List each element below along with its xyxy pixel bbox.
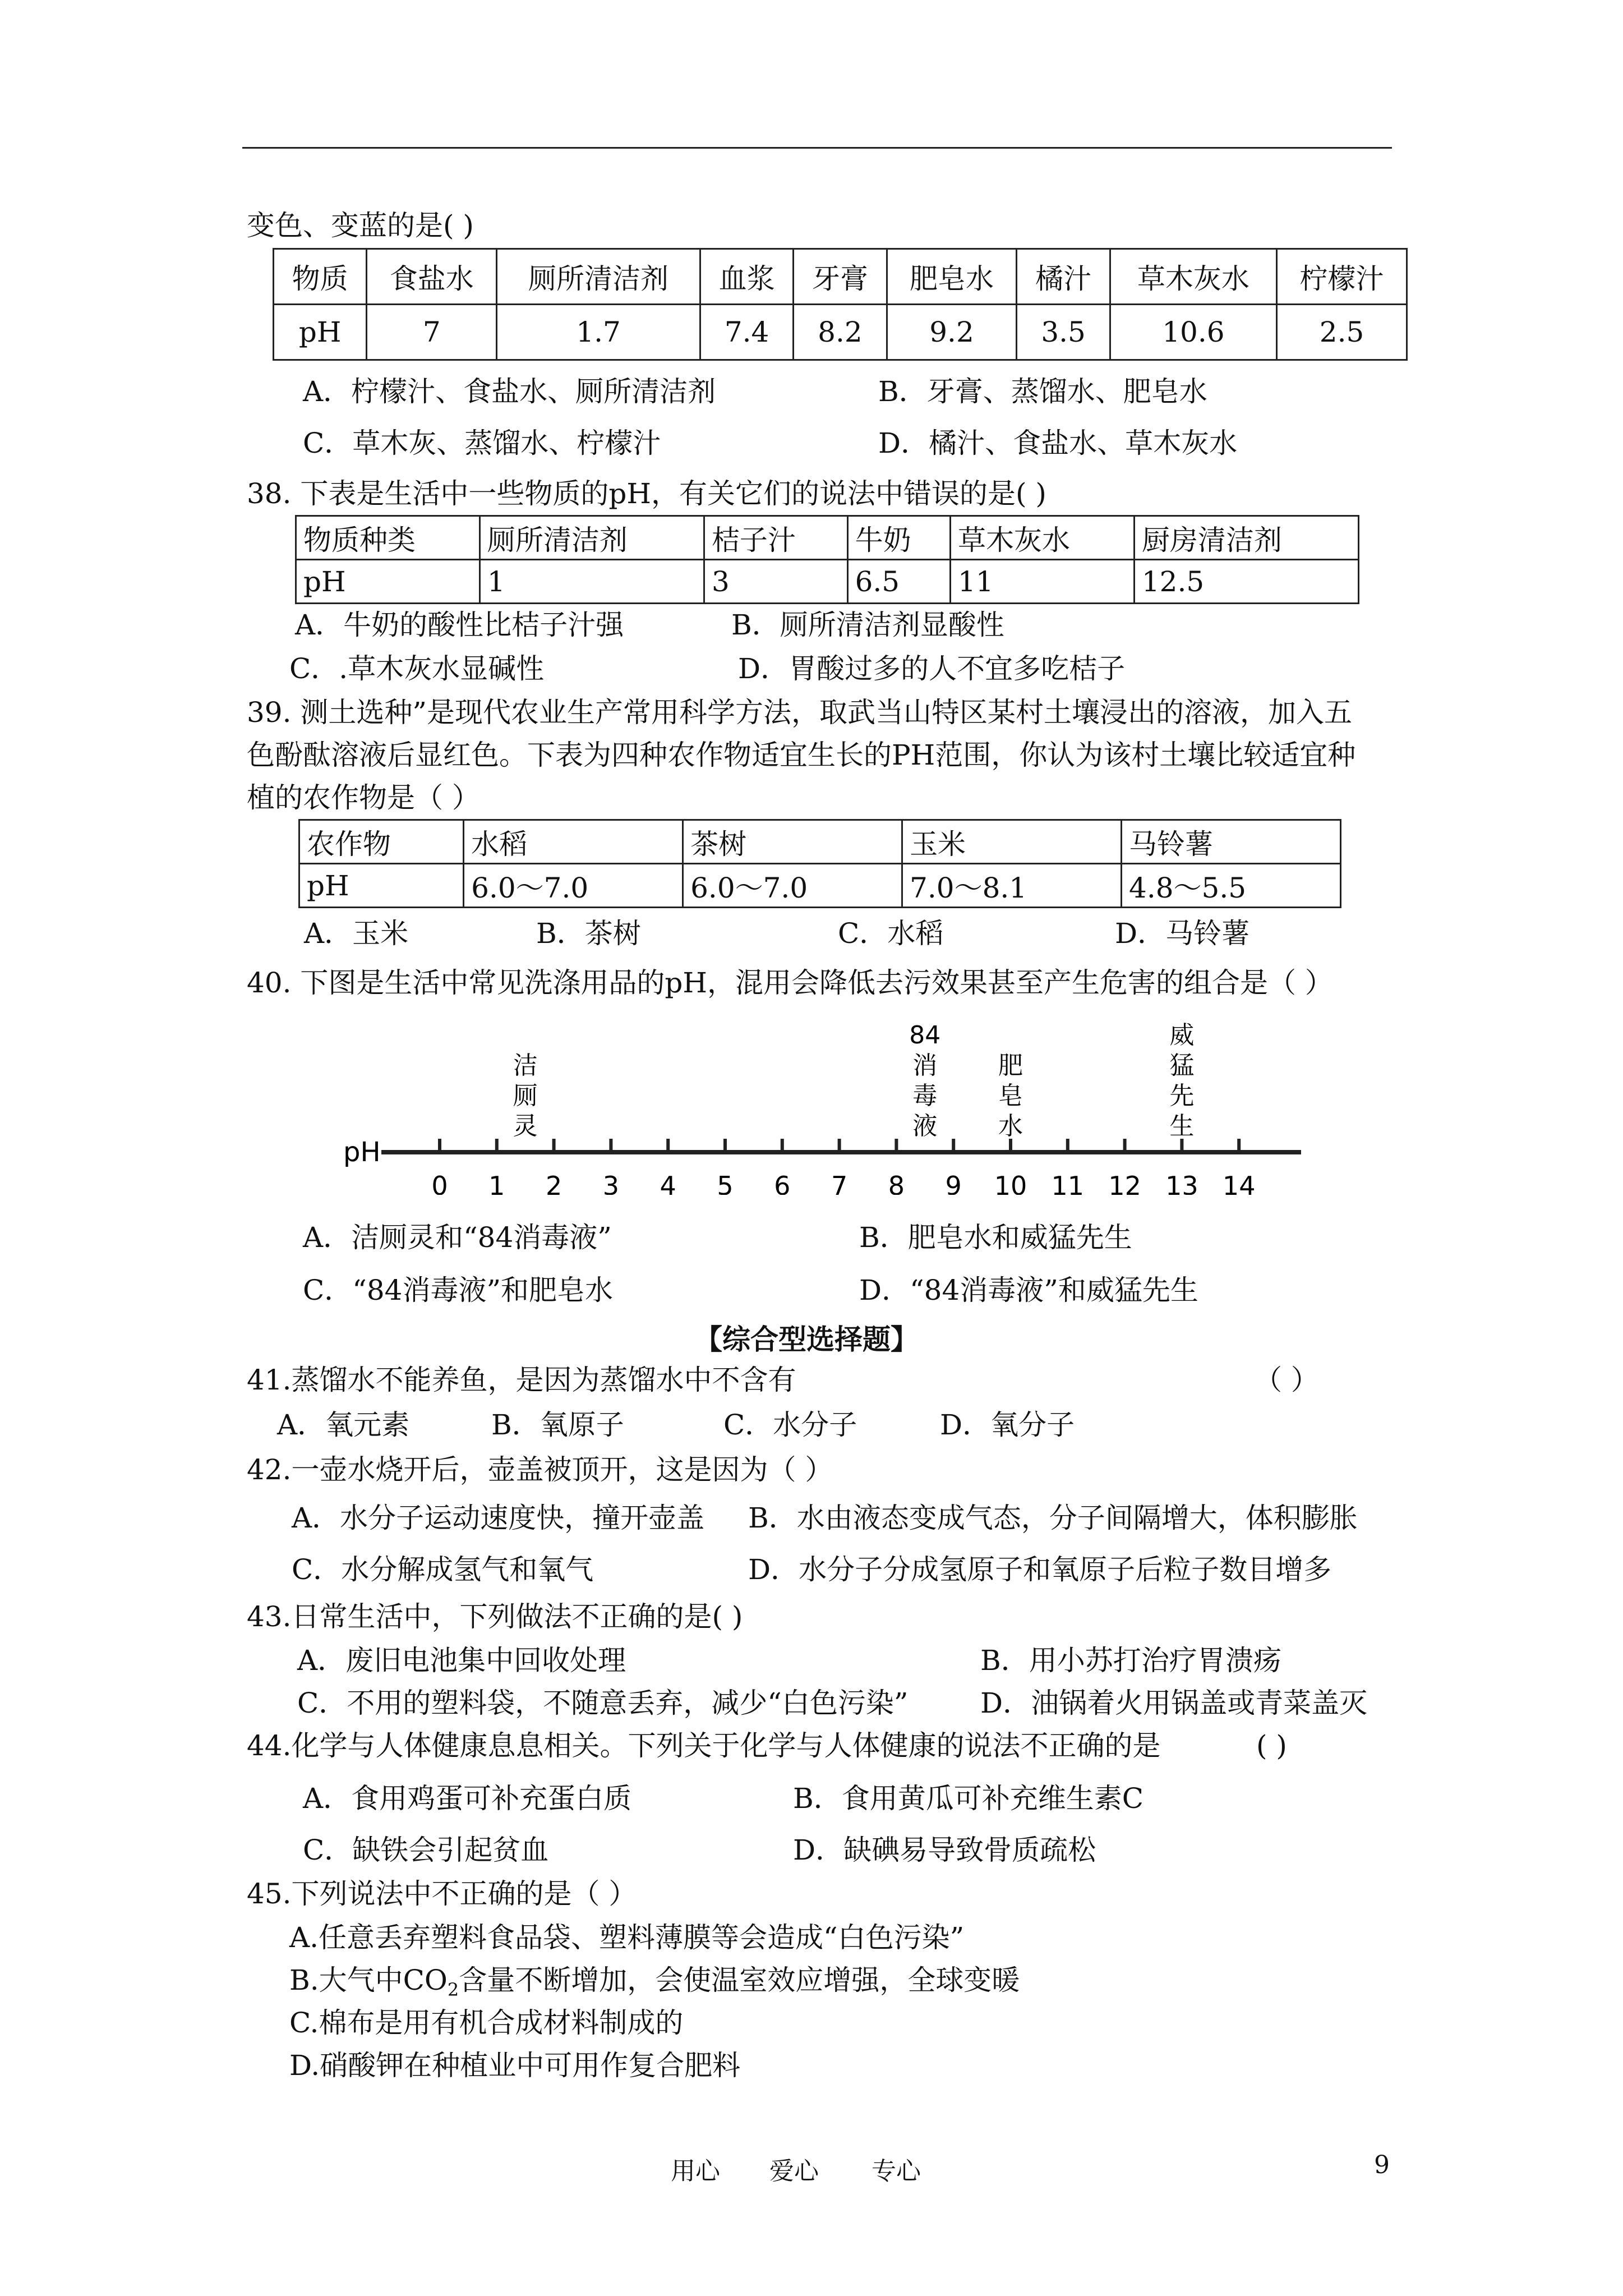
q41-option-d: D．氧分子 <box>940 1409 1075 1441</box>
footer-right: 专心 <box>872 2157 921 2185</box>
table-cell: 物质种类 <box>296 516 480 560</box>
table-cell: 9.2 <box>887 305 1017 360</box>
ph-product-label <box>998 1051 1023 1140</box>
ph-tick-label: 3 <box>602 1171 620 1195</box>
q39-option-a: A．玉米 <box>304 917 409 950</box>
table-cell: 11 <box>951 560 1135 604</box>
q45-option-d: D.硝酸钾在种植业中可用作复合肥料 <box>289 2049 741 2082</box>
table-cell: 7.0～8.1 <box>902 864 1122 908</box>
table-cell: 玉米 <box>902 820 1122 864</box>
q41-option-a: A．氧元素 <box>277 1409 410 1441</box>
q44-option-b: B．食用黄瓜可补充维生素C <box>793 1782 1144 1815</box>
ph-tick-label: 12 <box>1108 1171 1141 1195</box>
table-cell: 3.5 <box>1017 305 1110 360</box>
table-cell: 物质 <box>274 249 367 305</box>
ph-product-char: 洁 <box>513 1051 538 1080</box>
ph-product-char: 84 <box>909 1021 941 1050</box>
q39-option-c: C．水稻 <box>838 917 944 950</box>
table-cell: 1 <box>479 560 704 604</box>
table-cell: 厨房清洁剂 <box>1134 516 1358 560</box>
ph-tick-label: 8 <box>888 1171 905 1195</box>
section-title: 【综合型选择题】 <box>694 1323 919 1356</box>
table-cell: 食盐水 <box>367 249 497 305</box>
q43-option-d: D．油锅着火用锅盖或青菜盖灭 <box>980 1687 1368 1719</box>
table-cell: 肥皂水 <box>887 249 1017 305</box>
q45-option-a: A.任意丢弃塑料食品袋、塑料薄膜等会造成“白色污染” <box>289 1921 965 1954</box>
table-cell: pH <box>274 305 367 360</box>
table-cell: 3 <box>704 560 847 604</box>
q45-option-b-post: 含量不断增加，会使温室效应增强，全球变暖 <box>459 1964 1020 1996</box>
q41-option-b: B．氧原子 <box>491 1409 624 1441</box>
q40-stem: 40. 下图是生活中常见洗涤用品的pH，混用会降低去污效果甚至产生危害的组合是（ ） <box>247 967 1333 999</box>
ph-product-char: 生 <box>1169 1112 1195 1140</box>
ph-product-char: 灵 <box>513 1112 538 1140</box>
q40-option-d: D．“84消毒液”和威猛先生 <box>859 1274 1198 1306</box>
ph-tick-label: 14 <box>1222 1171 1256 1195</box>
q41-stem: 41.蒸馏水不能养鱼，是因为蒸馏水中不含有 <box>247 1364 796 1396</box>
q44-option-a: A．食用鸡蛋可补充蛋白质 <box>303 1782 632 1815</box>
q45-option-b-pre: B.大气中CO <box>289 1964 448 1996</box>
ph-product-char: 液 <box>912 1112 938 1140</box>
ph-product-char: 消 <box>912 1051 938 1080</box>
q39-option-b: B．茶树 <box>536 917 641 950</box>
table-cell: 草木灰水 <box>1110 249 1276 305</box>
ph-tick-label: 1 <box>488 1171 505 1195</box>
table-cell: 橘汁 <box>1017 249 1110 305</box>
ph-tick-label: 10 <box>994 1171 1027 1195</box>
q41-option-c: C．水分子 <box>723 1409 857 1441</box>
q39-stem-line-3: 植的农作物是（ ） <box>247 781 480 814</box>
table-cell: pH <box>296 560 480 604</box>
q39-stem-line-2: 色酚酞溶液后显红色。下表为四种农作物适宜生长的PH范围，你认为该村土壤比较适宜种 <box>247 739 1356 771</box>
table-cell: 马铃薯 <box>1122 820 1341 864</box>
q45-option-b-sub: 2 <box>447 1979 459 2000</box>
q39-option-d: D．马铃薯 <box>1115 917 1250 950</box>
table-cell: 水稻 <box>464 820 683 864</box>
q43-stem: 43.日常生活中，下列做法不正确的是( ) <box>247 1600 743 1633</box>
q37-ph-table <box>273 248 1408 361</box>
q42-option-c: C．水分解成氢气和氧气 <box>292 1553 594 1586</box>
table-cell: 厕所清洁剂 <box>497 249 700 305</box>
q40-option-b: B．肥皂水和威猛先生 <box>859 1221 1132 1254</box>
ph-tick-label: 4 <box>660 1171 676 1195</box>
ph-tick-label: 7 <box>831 1171 848 1195</box>
table-cell: 7 <box>367 305 497 360</box>
q40-option-a: A．洁厕灵和“84消毒液” <box>303 1221 612 1254</box>
q38-ph-table <box>295 515 1359 604</box>
table-cell: 6.5 <box>847 560 950 604</box>
table-cell: 桔子汁 <box>704 516 847 560</box>
q41-bracket: （ ） <box>1254 1364 1319 1396</box>
table-cell: 草木灰水 <box>951 516 1135 560</box>
ph-product-char: 毒 <box>912 1082 938 1110</box>
q38-option-c: C．.草木灰水显碱性 <box>289 652 545 685</box>
footer-left: 用心 <box>671 2157 720 2185</box>
table-cell: 1.7 <box>497 305 700 360</box>
table-row <box>274 249 1407 305</box>
q42-option-d: D．水分子分成氢原子和氧原子后粒子数目增多 <box>748 1553 1332 1586</box>
q39-crop-table <box>298 819 1341 908</box>
header-rule <box>242 147 1392 149</box>
table-row <box>299 820 1341 864</box>
ph-product-label <box>909 1021 940 1140</box>
ph-axis-label: pH <box>343 1137 381 1168</box>
ph-product-char: 先 <box>1169 1082 1195 1110</box>
table-cell: 柠檬汁 <box>1277 249 1407 305</box>
table-cell: 牛奶 <box>847 516 950 560</box>
q42-option-b: B．水由液态变成气态，分子间隔增大，体积膨胀 <box>748 1502 1358 1534</box>
ph-tick-label: 11 <box>1051 1171 1085 1195</box>
ph-scale-diagram <box>314 1004 1312 1195</box>
q37-option-d: D．橘汁、食盐水、草木灰水 <box>878 427 1238 459</box>
ph-product-label <box>513 1051 538 1140</box>
q37-stem-tail: 变色、变蓝的是( ) <box>247 209 474 242</box>
ph-product-char: 水 <box>998 1112 1023 1140</box>
q45-stem: 45.下列说法中不正确的是（ ） <box>247 1878 637 1910</box>
ph-product-char: 肥 <box>998 1051 1023 1080</box>
q44-option-c: C．缺铁会引起贫血 <box>303 1834 549 1866</box>
table-row <box>299 864 1341 908</box>
ph-tick-label: 2 <box>545 1171 562 1195</box>
ph-product-char: 皂 <box>998 1082 1023 1110</box>
q45-option-c: C.棉布是用有机合成材料制成的 <box>289 2007 684 2039</box>
q40-option-c: C．“84消毒液”和肥皂水 <box>303 1274 614 1306</box>
ph-product-label <box>1169 1021 1194 1140</box>
q38-option-b: B．厕所清洁剂显酸性 <box>731 609 1004 641</box>
table-cell: 10.6 <box>1110 305 1276 360</box>
q38-stem: 38. 下表是生活中一些物质的pH，有关它们的说法中错误的是( ) <box>247 477 1046 510</box>
table-cell: 6.0～7.0 <box>683 864 902 908</box>
table-cell: 2.5 <box>1277 305 1407 360</box>
ph-tick-label: 13 <box>1165 1171 1198 1195</box>
table-cell: 7.4 <box>700 305 793 360</box>
table-row <box>296 516 1359 560</box>
table-cell: 厕所清洁剂 <box>479 516 704 560</box>
table-cell: 8.2 <box>794 305 887 360</box>
q44-stem: 44.化学与人体健康息息相关。下列关于化学与人体健康的说法不正确的是 <box>247 1729 1161 1762</box>
table-cell: 12.5 <box>1134 560 1358 604</box>
table-cell: 4.8～5.5 <box>1122 864 1341 908</box>
q38-option-d: D．胃酸过多的人不宜多吃桔子 <box>738 652 1126 685</box>
ph-product-char: 厕 <box>513 1082 538 1110</box>
q39-stem-line-1: 39. 测土选种”是现代农业生产常用科学方法，取武当山特区某村土壤浸出的溶液，加入五 <box>247 696 1352 729</box>
q43-option-b: B．用小苏打治疗胃溃疡 <box>980 1644 1281 1677</box>
footer-mid: 爱心 <box>769 2157 819 2185</box>
q37-option-a: A．柠檬汁、食盐水、厕所清洁剂 <box>303 375 716 408</box>
table-cell: 农作物 <box>299 820 464 864</box>
q42-stem: 42.一壶水烧开后，壶盖被顶开，这是因为（ ） <box>247 1453 833 1486</box>
q38-option-a: A．牛奶的酸性比桔子汁强 <box>295 609 624 641</box>
table-cell: 6.0～7.0 <box>464 864 683 908</box>
ph-tick-label: 5 <box>717 1171 734 1195</box>
table-cell: 茶树 <box>683 820 902 864</box>
table-row <box>274 305 1407 360</box>
ph-tick-label: 0 <box>431 1171 448 1195</box>
table-cell: 牙膏 <box>794 249 887 305</box>
ph-tick-label: 6 <box>774 1171 791 1195</box>
q37-option-c: C．草木灰、蒸馏水、柠檬汁 <box>303 427 661 459</box>
q45-option-b <box>289 1963 1020 2007</box>
table-cell: pH <box>299 864 464 908</box>
q44-bracket: ( ) <box>1256 1729 1287 1762</box>
ph-product-char: 威 <box>1169 1021 1195 1050</box>
table-row <box>296 560 1359 604</box>
table-cell: 血浆 <box>700 249 793 305</box>
q37-option-b: B．牙膏、蒸馏水、肥皂水 <box>878 375 1207 408</box>
q44-option-d: D．缺碘易导致骨质疏松 <box>793 1834 1096 1866</box>
page-number: 9 <box>1374 2151 1390 2179</box>
ph-product-char: 猛 <box>1169 1051 1195 1080</box>
q43-option-a: A．废旧电池集中回收处理 <box>297 1644 626 1677</box>
ph-tick-label: 9 <box>945 1171 962 1195</box>
q43-option-c: C．不用的塑料袋，不随意丢弃，减少“白色污染” <box>297 1687 909 1719</box>
q42-option-a: A．水分子运动速度快，撞开壶盖 <box>292 1502 705 1534</box>
